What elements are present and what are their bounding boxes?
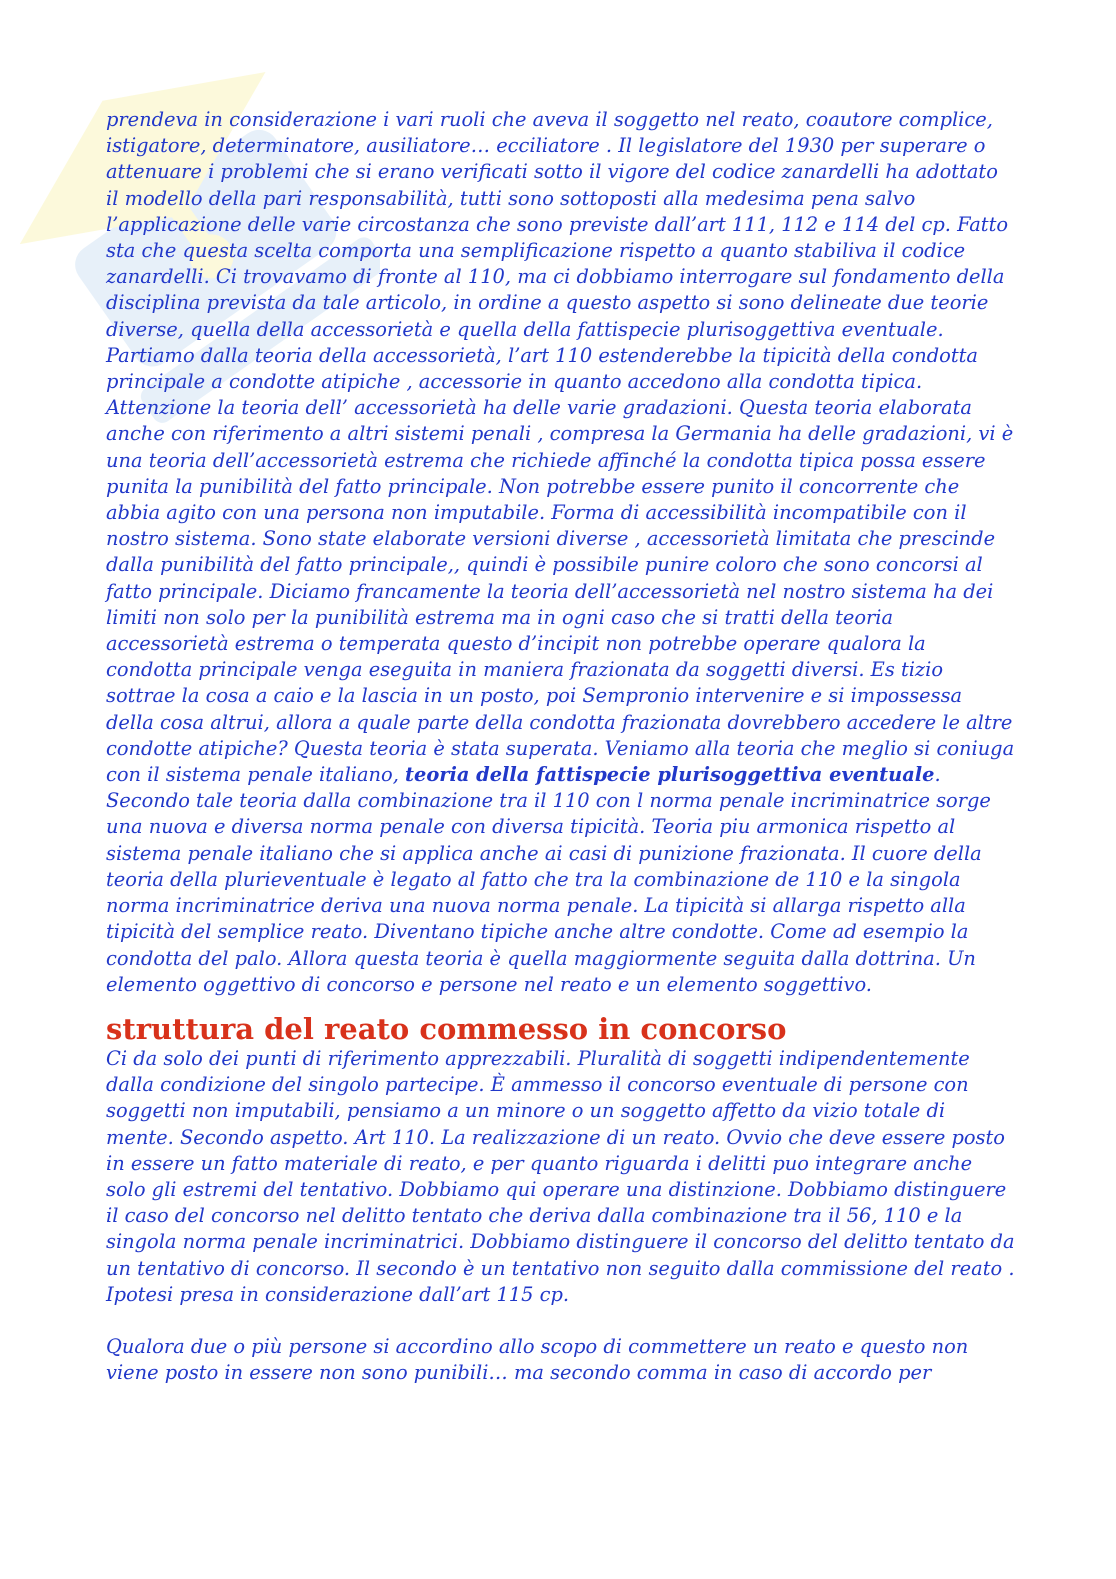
paragraph-4: Ci da solo dei punti di riferimento apprezzabili. Pluralità di soggetti indipendentemente dalla condizione del singolo partecipe. È ammesso il concorso eventuale di persone con soggetti non imputabili, pensiamo a un minore o un soggetto affetto da vizio totale di mente. Secondo aspetto. Art 110. La realizzazione di un reato. Ovvio che deve essere posto in essere un fatto materiale di reato, e per quanto riguarda i delitti puo integrare anche solo gli estremi del tentativo. Dobbiamo qui operare una distinzione. Dobbiamo distinguere il caso del concorso nel delitto tentato che deriva dalla combinazione tra il 56, 110 e la singola norma penale incriminatrici. Dobbiamo distinguere il concorso del delitto tentato da un tentativo di concorso. Il secondo è un tentativo non seguito dalla commissione del reato . Ipotesi presa in considerazione dall’art 115 cp. <box>106 1046 1015 1306</box>
paragraph-spacer <box>106 1308 1016 1334</box>
paragraph-3: Secondo tale teoria dalla combinazione tra il 110 con l norma penale incriminatrice sorge una nuova e diversa norma penale con diversa tipicità. Teoria piu armonica rispetto al sistema penale italiano che si applica anche ai casi di punizione frazionata. Il cuore della teoria della plurieventuale è legato al fatto che tra la combinazione de 110 e la singola norma incriminatrice deriva una nuova norma penale. La tipicità si allarga rispetto alla tipicità del semplice reato. Diventano tipiche anche altre condotte. Come ad esempio la condotta del palo. Allora questa teoria è quella maggiormente seguita dalla dottrina. Un elemento oggettivo di concorso e persone nel reato e un elemento soggettivo. <box>106 789 991 996</box>
paragraph-2-end: . <box>934 763 941 787</box>
paragraph-2-bold-term: teoria della fattispecie plurisoggettiva eventuale <box>405 763 935 787</box>
paragraph-5: Qualora due o più persone si accordino allo scopo di commettere un reato e questo non viene posto in essere non sono punibili… ma secondo comma in caso di accordo per <box>106 1334 969 1385</box>
paragraph-1: prendeva in considerazione i vari ruoli che aveva il soggetto nel reato, coautore complice, istigatore, determinatore, ausiliatore… ecciliatore . Il legislatore del 1930 per superare o attenuare i problemi che si erano verificati sotto il vigore del codice zanardelli ha adottato il modello della pari responsabilità, tutti sono sottoposti alla medesima pena salvo l’applicazione delle varie circostanza che sono previste dall’art 111, 112 e 114 del cp. Fatto sta che questa scelta comporta una semplificazione rispetto a quanto stabiliva il codice zanardelli. Ci trovavamo di fronte al 110, ma ci dobbiamo interrogare sul fondamento della disciplina prevista da tale articolo, in ordine a questo aspetto si sono delineate due teorie diverse, quella della accessorietà e quella della fattispecie plurisoggettiva eventuale. Partiamo dalla teoria della accessorietà, l’art 110 estenderebbe la tipicità della condotta principale a condotte atipiche , accessorie in quanto accedono alla condotta tipica. <box>106 108 1009 394</box>
paragraph-2-text: Attenzione la teoria dell’ accessorietà ha delle varie gradazioni. Questa teoria elaborata anche con riferimento a altri sistemi penali , compresa la Germania ha delle gradazioni, vi è una teoria dell’accessorietà estrema che richiede affinché la condotta tipica possa essere punita la punibilità del fatto principale. Non potrebbe essere punito il concorrente che abbia agito con una persona non imputabile. Forma di accessibilità incompatibile con il nostro sistema. Sono state elaborate versioni diverse , accessorietà limitata che prescinde dalla punibilità del fatto principale,, quindi è possibile punire coloro che sono concorsi al fatto principale. Diciamo francamente la teoria dell’accessorietà nel nostro sistema ha dei limiti non solo per la punibilità estrema ma in ogni caso che si tratti della teoria accessorietà estrema o temperata questo d’incipit non potrebbe operare qualora la condotta principale venga eseguita in maniera frazionata da soggetti diversi. Es tizio sottrae la cosa a caio e la lascia in un posto, poi Sempronio intervenire e si impossessa della cosa altrui, allora a quale parte della condotta frazionata dovrebbero accedere le altre condotte atipiche? Questa teoria è stata superata. Veniamo alla teoria che meglio si coniuga con il sistema penale italiano, <box>106 396 1015 787</box>
section-heading: struttura del reato commesso in concorso <box>106 1011 787 1046</box>
document-body <box>106 107 1016 1386</box>
paragraph-2 <box>106 395 1016 788</box>
